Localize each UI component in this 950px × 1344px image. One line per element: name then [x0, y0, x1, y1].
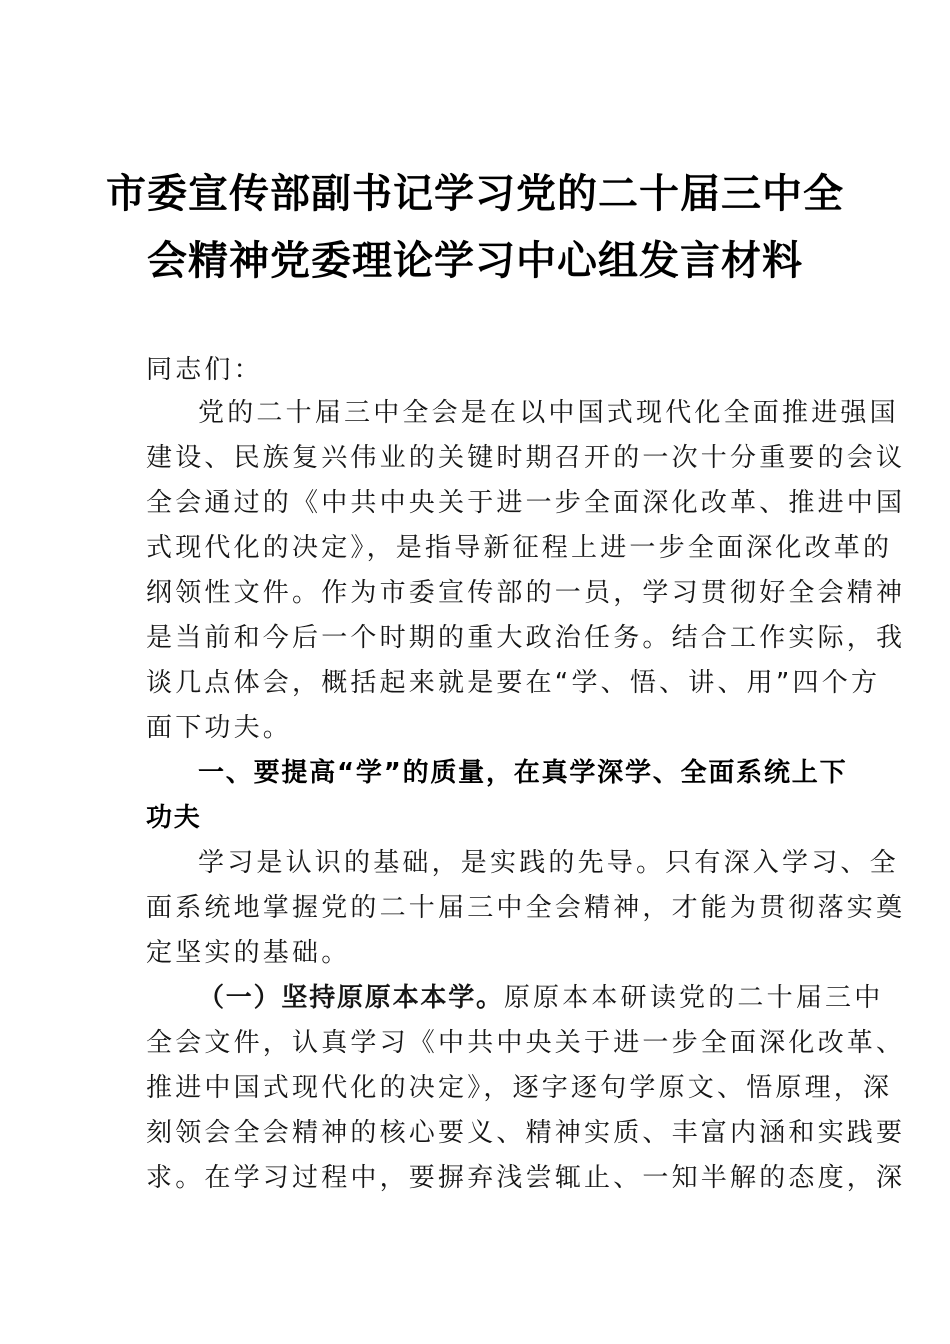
paragraph-line: 式现代化的决定》，是指导新征程上进一步全面深化改革的: [146, 533, 893, 563]
paragraph-line: 全会文件，认真学习《中共中央关于进一步全面深化改革、: [146, 1028, 906, 1058]
subsection-heading: （一）坚持原原本本学。: [198, 983, 504, 1013]
subsection-lead-text: 原原本本研读党的二十届三中: [503, 983, 884, 1013]
section-heading-line-1: 一、要提高“学”的质量，在真学深学、全面系统上下: [198, 758, 848, 788]
subsection-lead-line: [198, 975, 884, 1021]
paragraph-line: 纲领性文件。作为市委宣传部的一员，学习贯彻好全会精神: [146, 578, 906, 608]
paragraph-line: 全会通过的《中共中央关于进一步全面深化改革、推进中国: [146, 488, 906, 518]
document-title-line-1: 市委宣传部副书记学习党的二十届三中全: [106, 170, 844, 217]
paragraph-line: 定坚实的基础。: [146, 938, 351, 968]
paragraph-line: 面系统地掌握党的二十届三中全会精神，才能为贯彻落实奠: [146, 893, 906, 923]
paragraph-line: 谈几点体会，概括起来就是要在“学、悟、讲、用”四个方: [146, 668, 881, 698]
document-title-line-2: 会精神党委理论学习中心组发言材料: [147, 237, 803, 284]
paragraph-line: 建设、民族复兴伟业的关键时期召开的一次十分重要的会议: [146, 443, 906, 473]
section-heading-line-2: 功夫: [146, 803, 202, 833]
paragraph-line: 面下功夫。: [146, 713, 293, 743]
salutation: 同志们：: [146, 355, 263, 385]
paragraph-line: 求。在学习过程中，要摒弃浅尝辄止、一知半解的态度，深: [146, 1163, 906, 1193]
paragraph-line: 党的二十届三中全会是在以中国式现代化全面推进强国: [198, 398, 899, 428]
paragraph-line: 学习是认识的基础，是实践的先导。只有深入学习、全: [198, 848, 899, 878]
paragraph-line: 推进中国式现代化的决定》，逐字逐句学原文、悟原理，深: [146, 1073, 893, 1103]
paragraph-line: 刻领会全会精神的核心要义、精神实质、丰富内涵和实践要: [146, 1118, 906, 1148]
paragraph-line: 是当前和今后一个时期的重大政治任务。结合工作实际，我: [146, 623, 906, 653]
